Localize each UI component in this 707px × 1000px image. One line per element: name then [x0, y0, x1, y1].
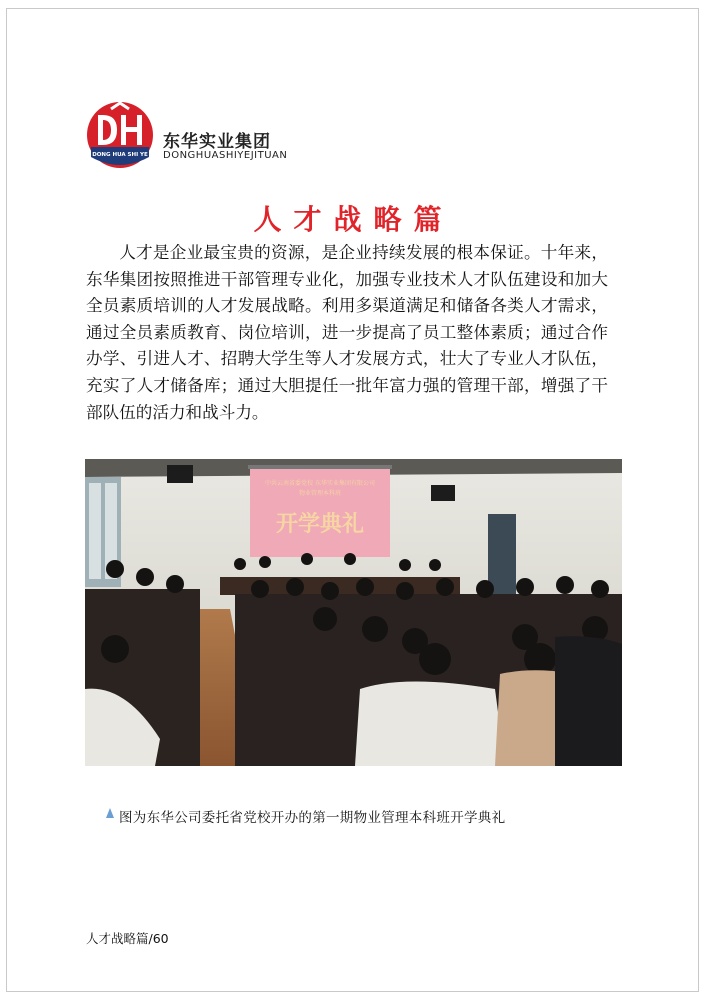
triangle-icon: [105, 807, 115, 819]
banner-main-text: 开学典礼: [275, 511, 365, 537]
page-title: 人才战略篇: [253, 203, 454, 236]
photo-caption: 图为东华公司委托省党校开办的第一期物业管理本科班开学典礼: [119, 810, 506, 826]
body-paragraph: 人才是企业最宝贵的资源，是企业持续发展的根本保证。十年来，东华集团按照推进干部管理专业化，加强专业技术人才队伍建设和加大全员素质培训的人才发展战略。利用多渠道满足和储备各类人才需求，通过全员素质教育、岗位培训，进一步提高了员工整体素质；通过合作办学、引进人才、招聘大学生等人才发展方式，壮大了专业人才队伍，充实了人才储备库；通过大胆提任一批年富力强的管理干部，增强了干部队伍的活力和战斗力。: [86, 243, 608, 422]
page-footer: 人才战略篇/60: [86, 931, 169, 946]
banner-small-text-2: 物业管理本科班: [298, 490, 342, 497]
ceremony-photo: [85, 459, 622, 766]
company-logo: [83, 101, 157, 175]
company-name-cn: 东华实业集团: [163, 132, 271, 152]
logo-text: DONG HUA SHI YE: [92, 152, 148, 158]
company-name-en: DONGHUASHIYEJITUAN: [163, 150, 288, 161]
banner-small-text: 中共云南省委党校 东华实业集团有限公司: [265, 480, 375, 487]
